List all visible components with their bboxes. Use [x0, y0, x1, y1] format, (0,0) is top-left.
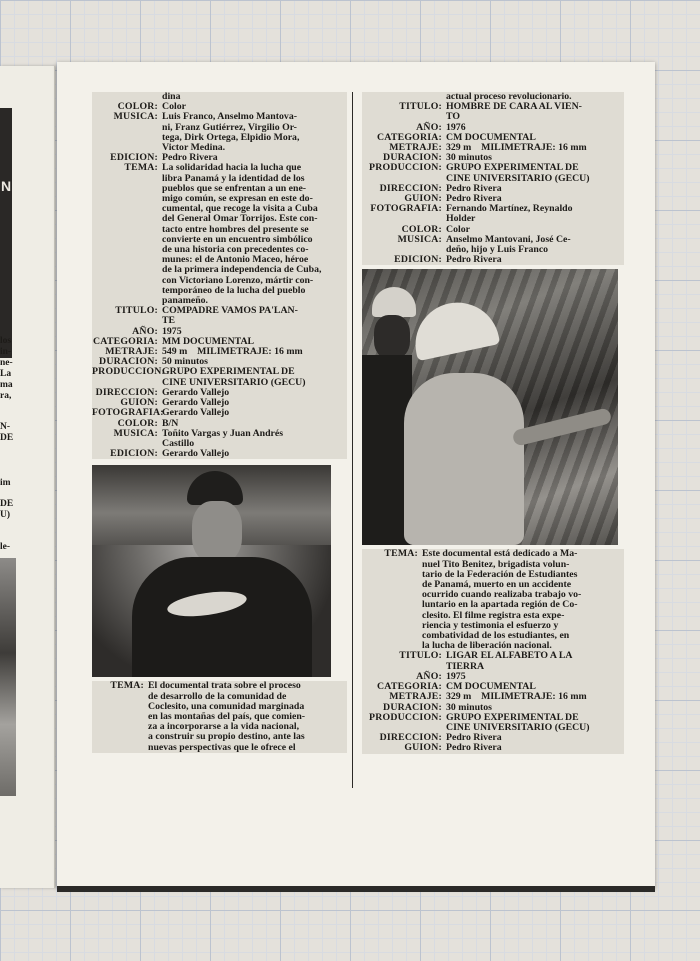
previous-page-fragment: ra,: [0, 391, 12, 401]
credit-row: [92, 408, 347, 418]
credit-label: COLOR:: [117, 417, 158, 429]
credit-value: Luis Franco, Anselmo Mantova-: [162, 111, 297, 123]
previous-page-fragment: los: [0, 336, 12, 346]
left-column: [92, 92, 347, 753]
film-title: TE: [162, 315, 176, 327]
credit-label: AÑO:: [416, 121, 442, 133]
tema-text: del General Omar Torrijos. Este con-: [162, 213, 318, 225]
credit-value: MM DOCUMENTAL: [162, 335, 255, 347]
credit-label: EDICION:: [110, 152, 158, 164]
tema-text: de una historia con precedentes co-: [162, 244, 309, 256]
credit-label: DIRECCION:: [379, 732, 442, 744]
credit-value: Color: [446, 223, 470, 235]
credit-value: Pedro Rivera: [446, 732, 502, 744]
credit-label: COLOR:: [401, 223, 442, 235]
tema-text: clesito. El filme registra esta expe-: [422, 609, 565, 621]
credit-value: Holder: [446, 213, 476, 225]
previous-page-fragment: DE: [0, 433, 14, 443]
credit-label: METRAJE:: [105, 346, 158, 358]
credit-label: DURACION:: [383, 152, 442, 164]
tema-text: temporáneo de la lucha del pueblo: [162, 284, 306, 296]
credit-row: [92, 306, 347, 316]
previous-page: [0, 66, 55, 888]
tema-text: nuevas perspectivas que le ofrece el: [148, 741, 296, 753]
continuation-text: actual proceso revolucionario.: [446, 91, 572, 102]
credit-value: Pedro Rivera: [446, 254, 502, 266]
credit-value: 50 minutos: [162, 356, 208, 368]
credit-value: Gerardo Vallejo: [162, 386, 230, 398]
credit-value: CINE UNIVERSITARIO (GECU): [162, 376, 306, 388]
tema-text: de desarrollo de la comunidad de: [148, 690, 287, 702]
credit-value: CINE UNIVERSITARIO (GECU): [446, 721, 590, 733]
credit-row: [362, 743, 624, 753]
film-title: HOMBRE DE CARA AL VIEN-: [446, 101, 582, 113]
tema-text: panameño.: [162, 295, 208, 307]
tema-text: La solidaridad hacia la lucha que: [162, 162, 302, 174]
tema-text: en las montañas del país, que comien-: [148, 710, 306, 722]
credit-value: ni, Franz Gutiérrez, Virgilio Or-: [162, 121, 297, 133]
tema-block: [362, 549, 624, 753]
tema-text: luntario en la apartada región de Co-: [422, 599, 578, 611]
credit-label: TITULO:: [115, 305, 158, 317]
credit-value: CINE UNIVERSITARIO (GECU): [446, 172, 590, 184]
tema-text: El documental trata sobre el proceso: [148, 680, 301, 692]
credit-value: Gerardo Vallejo: [162, 448, 230, 460]
continuation-text: dina: [162, 91, 181, 102]
credit-value: Pedro Rivera: [446, 742, 502, 754]
credit-value: Gerardo Vallejo: [162, 397, 230, 409]
previous-page-fragment: N-: [0, 422, 11, 432]
credit-value: B/N: [162, 417, 179, 429]
credit-value: 30 minutos: [446, 701, 492, 713]
credit-value: 329 m MILIMETRAJE: 16 mm: [446, 691, 587, 703]
tema-text: pueblos que se enfrentan a un ene-: [162, 182, 307, 194]
credit-label: GUION:: [404, 193, 442, 205]
credit-label: CATEGORIA:: [377, 131, 442, 143]
tema-block: [92, 681, 347, 752]
previous-page-photo: [0, 558, 16, 796]
credit-value: Fernando Martínez, Reynaldo: [446, 203, 573, 215]
credit-label: DURACION:: [99, 356, 158, 368]
credit-row: [92, 449, 347, 459]
credit-label: GUION:: [404, 742, 442, 754]
credits-block: [362, 92, 624, 265]
credit-label: EDICION:: [110, 448, 158, 460]
tema-text: combatividad de los estudiantes, en: [422, 630, 570, 642]
credit-value: 1975: [446, 670, 466, 682]
credit-label: TITULO:: [399, 101, 442, 113]
credit-value: 549 m MILIMETRAJE: 16 mm: [162, 346, 303, 358]
photo-body: [404, 373, 524, 545]
credit-row: [362, 651, 624, 661]
credit-value: GRUPO EXPERIMENTAL DE: [162, 366, 295, 378]
tema-text: riencia y testimonia el esfuerzo y: [422, 619, 559, 631]
film-title: COMPADRE VAMOS PA'LAN-: [162, 305, 298, 317]
credit-label: PRODUCCION:: [369, 711, 442, 723]
credit-value: deño, hijo y Luis Franco: [446, 244, 549, 256]
tema-text: con Victoriano Lorenzo, mártir con-: [162, 274, 314, 286]
credit-value: Pedro Rivera: [446, 193, 502, 205]
column-divider: [352, 92, 353, 788]
credit-label: DIRECCION:: [379, 182, 442, 194]
credits-block: [92, 92, 347, 459]
tema-text: de Panamá, muerto en un accidente: [422, 579, 572, 591]
credit-label: MUSICA:: [113, 111, 158, 123]
tema-text: migo común, se expresan en este do-: [162, 193, 313, 205]
credit-value: 1976: [446, 121, 466, 133]
photo-body: [132, 557, 312, 677]
credit-label: TITULO:: [399, 650, 442, 662]
tema-text: tario de la Federación de Estudiantes: [422, 568, 578, 580]
credit-value: Victor Medina.: [162, 142, 226, 154]
credit-value: Color: [162, 101, 186, 113]
credit-value: Castillo: [162, 437, 195, 449]
credit-label: CATEGORIA:: [377, 681, 442, 693]
tema-label: TEMA:: [384, 548, 418, 560]
tema-text: a construir su propio destino, ante las: [148, 731, 305, 743]
tema-text: la lucha de liberación nacional.: [422, 640, 552, 652]
tema-text: nuel Tito Benitez, brigadista volun-: [422, 558, 570, 570]
credit-value: Pedro Rivera: [162, 152, 218, 164]
tema-text: tacto entre hombres del presente se: [162, 223, 309, 235]
tema-label: TEMA:: [124, 162, 158, 174]
credit-label: FOTOGRAFIA:: [370, 203, 442, 215]
credit-label: MUSICA:: [113, 427, 158, 439]
credit-label: FOTOGRAFIA:: [92, 407, 164, 419]
credit-label: PRODUCCION:: [92, 366, 165, 378]
tema-text: za a incorporarse a la vida nacional,: [148, 721, 300, 733]
photo-face: [192, 501, 242, 563]
credit-value: GRUPO EXPERIMENTAL DE: [446, 711, 579, 723]
credit-value: Gerardo Vallejo: [162, 407, 230, 419]
previous-page-fragment: La: [0, 369, 12, 379]
tema-text: libra Panamá y la identidad de los: [162, 172, 305, 184]
credit-label: DIRECCION:: [95, 386, 158, 398]
credit-value: tega, Dirk Ortega, Elpidio Mora,: [162, 131, 300, 143]
credit-value: Anselmo Mantovani, José Ce-: [446, 233, 571, 245]
credit-value: GRUPO EXPERIMENTAL DE: [446, 162, 579, 174]
film-still-photo: [92, 465, 331, 677]
credit-label: PRODUCCION:: [369, 162, 442, 174]
credit-value: CM DOCUMENTAL: [446, 681, 536, 693]
credit-label: AÑO:: [132, 325, 158, 337]
previous-page-fragment: im: [0, 478, 11, 488]
photo-face: [374, 315, 410, 359]
credit-label: METRAJE:: [389, 142, 442, 154]
previous-page-fragment: N: [1, 178, 12, 194]
tema-label: TEMA:: [110, 680, 144, 692]
credit-label: CATEGORIA:: [93, 335, 158, 347]
credit-row: [362, 204, 624, 214]
tema-text: Este documental está dedicado a Ma-: [422, 548, 578, 560]
credit-row: [92, 429, 347, 439]
previous-page-fragment: U): [0, 510, 11, 520]
film-still-photo: [362, 269, 618, 545]
credit-row: [362, 102, 624, 112]
credit-value: 30 minutos: [446, 152, 492, 164]
right-column: [362, 92, 624, 754]
tema-text: cumental, que recoge la visita a Cuba: [162, 203, 318, 215]
credit-value: CM DOCUMENTAL: [446, 131, 536, 143]
credit-label: AÑO:: [416, 670, 442, 682]
credit-label: METRAJE:: [389, 691, 442, 703]
film-title: TIERRA: [446, 660, 485, 672]
credit-row: [362, 692, 624, 702]
film-title: LIGAR EL ALFABETO A LA: [446, 650, 573, 662]
tema-text: de la primera independencia de Cuba,: [162, 264, 322, 276]
credit-label: EDICION:: [394, 254, 442, 266]
tema-text: ocurrido cuando realizaba trabajo vo-: [422, 589, 582, 601]
credit-value: 329 m MILIMETRAJE: 16 mm: [446, 142, 587, 154]
credit-label: MUSICA:: [397, 233, 442, 245]
tema-text: Coclesito, una comunidad marginada: [148, 700, 305, 712]
previous-page-fragment: in-: [0, 347, 12, 357]
credit-value: Toñito Vargas y Juan Andrés: [162, 427, 284, 439]
film-title: TO: [446, 111, 460, 123]
credit-label: COLOR:: [117, 101, 158, 113]
previous-page-fragment: ma: [0, 380, 13, 390]
credit-label: DURACION:: [383, 701, 442, 713]
previous-page-fragment: DE: [0, 499, 14, 509]
previous-page-fragment: ne-: [0, 358, 13, 368]
previous-page-photo: [0, 108, 12, 358]
credit-value: Pedro Rivera: [446, 182, 502, 194]
previous-page-fragment: le-: [0, 542, 11, 552]
credit-label: GUION:: [120, 397, 158, 409]
tema-text: convierte en un encuentro simbólico: [162, 233, 313, 245]
page-edge: [57, 886, 655, 892]
credit-value: 1975: [162, 325, 182, 337]
tema-text: munes: el de Antonio Maceo, héroe: [162, 254, 309, 266]
credit-row: [362, 255, 624, 265]
